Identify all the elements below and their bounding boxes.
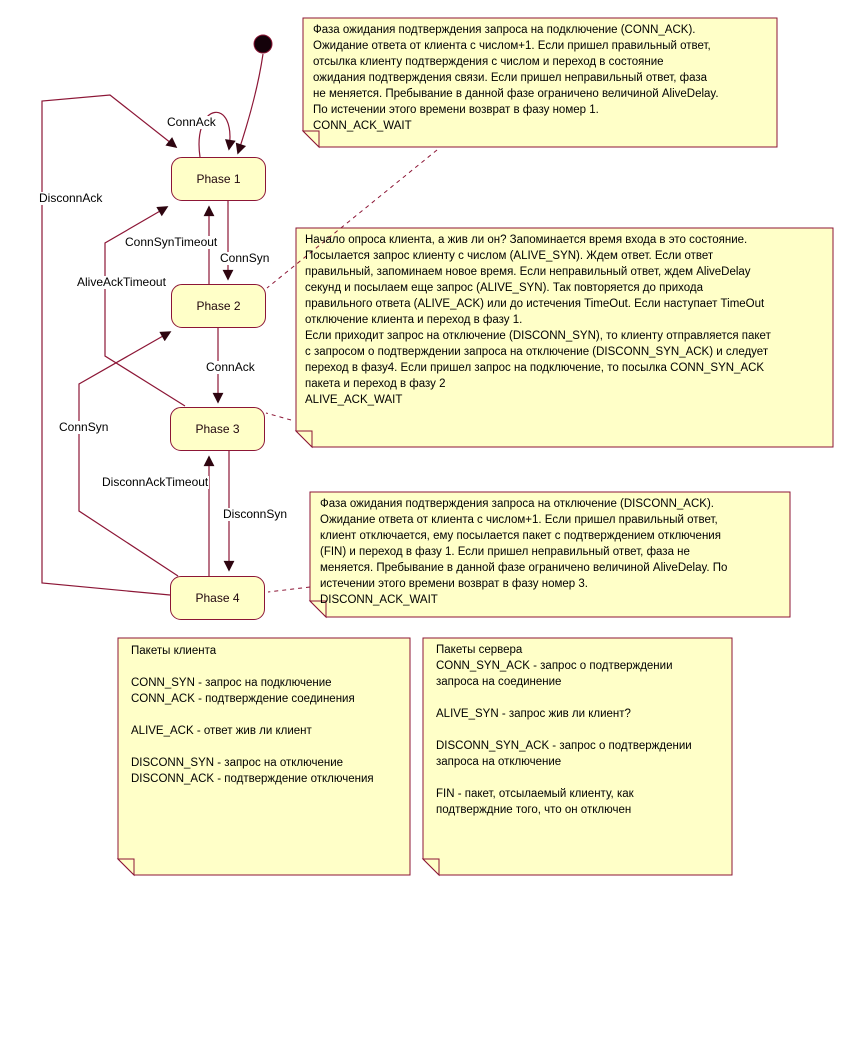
initial-state [254, 35, 272, 53]
transition-label-disconnacktimeout: DisconnAckTimeout [102, 475, 209, 489]
transition-label-disconnack: DisconnAck [39, 191, 103, 205]
state-phase-1-label: Phase 1 [196, 172, 241, 186]
transition-label-aliveacktimeout: AliveAckTimeout [77, 275, 166, 289]
state-phase-3-label: Phase 3 [195, 422, 240, 436]
note-alive-ack-wait-fold [296, 431, 312, 447]
edge-initial-to-phase1 [238, 54, 263, 153]
note-conn-ack-wait-text: Фаза ожидания подтверждения запроса на подключение (CONN_ACK). Ожидание ответа от клиента с числом+1. Если пришел правильный ответ, отсылка клиенту подтверждения с числом и переход в состояние ожидания подтверждения связи. Если пришел неправильный ответ, фаза не меняется. Пребывание в данной фазе ограничено величиной AliveDelay. По истечении этого времени возврат в фазу номер 1. CONN_ACK_WAIT [313, 24, 719, 132]
transition-label-connsyn-upper: ConnSyn [220, 251, 270, 265]
state-phase-2 [171, 284, 266, 328]
note-server-packets-text: Пакеты сервера CONN_SYN_ACK - запрос о подтверждении запроса на соединение ALIVE_SYN - запрос жив ли клиент? DISCONN_SYN_ACK - запрос о подтверждении запроса на отключение FIN - пакет, отсылаемый клиенту, как подтверждние того, что он отключен [436, 644, 692, 816]
state-phase-4-label: Phase 4 [195, 591, 240, 605]
note-server-packets-fold [423, 859, 439, 875]
note-client-packets-text: Пакеты клиента CONN_SYN - запрос на подключение CONN_ACK - подтверждение соединения ALIVE_ACK - ответ жив ли клиент DISCONN_SYN - запрос на отключение DISCONN_ACK - подтверждение отключения [131, 645, 374, 785]
anchor-note2-to-phase3 [266, 413, 291, 420]
note-client-packets-fold [118, 859, 134, 875]
state-phase-2-label: Phase 2 [196, 299, 241, 313]
transition-label-connack-selfloop: ConnAck [167, 115, 216, 129]
state-phase-4 [170, 576, 265, 620]
note-alive-ack-wait-text: Начало опроса клиента, а жив ли он? Запоминается время входа в это состояние. Посылается запрос клиенту с числом (ALIVE_SYN). Ждем ответ. Если ответ правильный, запоминаем новое время. Если неправильный ответ, ждем AliveDelay секунд и посылаем еще запрос (ALIVE_SYN). Так повторяется до прихода правильного ответа (ALIVE_ACK) или до истечения TimeOut. Если наступает TimeOut отключение клиента и переход в фазу 1. Если приходит запрос на отключение (DISCONN_SYN), то клиенту отправляется пакет с запросом о подтверждении запроса на отключение (DISCONN_SYN_ACK) и следует переход в фазу4. Если пришел запрос на подключение, то посылка CONN_SYN_ACK пакета и переход в фазу 2 ALIVE_ACK_WAIT [305, 234, 771, 406]
transition-label-disconnsyn: DisconnSyn [223, 507, 288, 521]
edge-connsyn-phase4-phase2 [79, 332, 178, 576]
transition-label-connack-mid: ConnAck [206, 360, 255, 374]
note-disconn-ack-wait-text: Фаза ожидания подтверждения запроса на отключение (DISCONN_ACK). Ожидание ответа от клиента с числом+1. Если пришел правильный ответ, клиент отключается, ему посылается пакет с подтверждением отключения (FIN) и переход в фазу 1. Если пришел неправильный ответ, фаза не меняется. Пребывание в данной фазе ограничено величиной AliveDelay. По истечении этого времени возврат в фазу номер 3. DISCONN_ACK_WAIT [320, 498, 728, 606]
edge-disconnack-phase4-phase1 [42, 95, 176, 595]
transition-label-connsyntimeout: ConnSynTimeout [125, 235, 218, 249]
state-phase-3 [170, 407, 265, 451]
transition-label-connsyn-lower: ConnSyn [59, 420, 109, 434]
state-phase-1 [171, 157, 266, 201]
anchor-note3-to-phase4 [268, 587, 310, 592]
